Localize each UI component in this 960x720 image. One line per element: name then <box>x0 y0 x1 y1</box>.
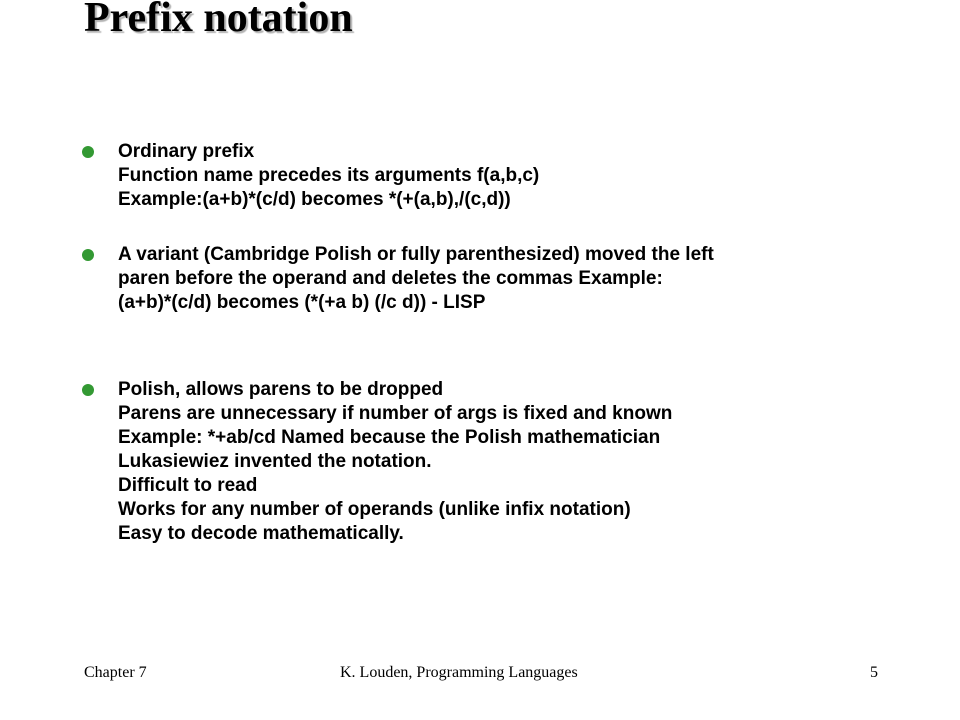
bullet-line: Works for any number of operands (unlike infix notation) <box>118 499 631 520</box>
bullet-text <box>118 243 842 315</box>
footer-page-number: 5 <box>870 664 878 681</box>
slide-title: Prefix notation <box>84 0 353 41</box>
bullet-line: Example: *+ab/cd Named because the Polish mathematician <box>118 427 661 448</box>
bullet-dot-icon <box>82 384 94 396</box>
footer-course: K. Louden, Programming Languages <box>340 664 578 681</box>
bullet-text <box>118 378 842 546</box>
bullet-dot-icon <box>82 249 94 261</box>
bullet-line: Function name precedes its arguments f(a,b,c) <box>118 165 540 186</box>
bullet-line: Parens are unnecessary if number of args is fixed and known <box>118 403 673 424</box>
bullet-line: Ordinary prefix <box>118 141 255 162</box>
bullet-line: A variant (Cambridge Polish or fully parenthesized) moved the left <box>118 244 714 265</box>
bullet-line: Difficult to read <box>118 475 258 496</box>
bullet-line: (a+b)*(c/d) becomes (*(+a b) (/c d)) - LISP <box>118 292 486 313</box>
bullet-line: Polish, allows parens to be dropped <box>118 379 444 400</box>
bullet-line: Easy to decode mathematically. <box>118 523 404 544</box>
bullet-dot-icon <box>82 146 94 158</box>
bullet-text <box>118 140 842 212</box>
bullet-line: Lukasiewiez invented the notation. <box>118 451 432 472</box>
bullet-line: paren before the operand and deletes the commas Example: <box>118 268 663 289</box>
footer-chapter: Chapter 7 <box>84 664 147 681</box>
bullet-line: Example:(a+b)*(c/d) becomes *(+(a,b),/(c,d)) <box>118 189 511 210</box>
